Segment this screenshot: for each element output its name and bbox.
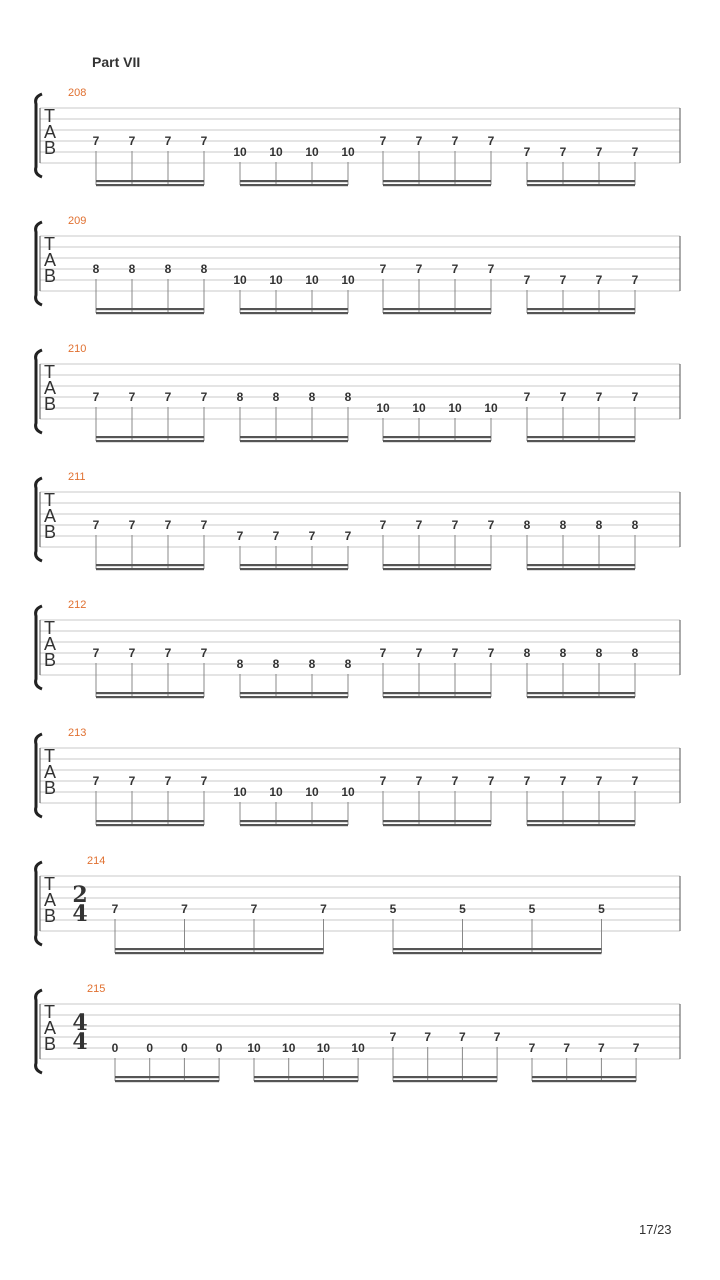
beam bbox=[383, 568, 491, 570]
system-bracket bbox=[36, 990, 42, 1073]
beam bbox=[393, 952, 602, 954]
beam bbox=[115, 1076, 219, 1078]
beam bbox=[240, 568, 348, 570]
fret-number: 7 bbox=[595, 273, 603, 287]
fret-number: 7 bbox=[389, 1030, 397, 1044]
beam bbox=[383, 820, 491, 822]
tab-clef-letter: A bbox=[44, 122, 57, 142]
fret-number: 7 bbox=[424, 1030, 432, 1044]
fret-number: 7 bbox=[459, 1030, 466, 1044]
beam bbox=[527, 312, 635, 314]
fret-number: 10 bbox=[282, 1041, 296, 1055]
fret-number: 7 bbox=[451, 262, 459, 276]
fret-number: 8 bbox=[344, 657, 352, 671]
tab-clef-letter: T bbox=[44, 234, 55, 254]
beam bbox=[527, 308, 635, 310]
fret-number: 7 bbox=[272, 529, 280, 543]
tab-clef-letter: T bbox=[44, 362, 55, 382]
system-bracket bbox=[36, 606, 42, 689]
fret-number: 10 bbox=[341, 145, 355, 159]
fret-number: 10 bbox=[448, 401, 462, 415]
fret-number: 7 bbox=[595, 145, 603, 159]
beam bbox=[96, 692, 204, 694]
fret-number: 7 bbox=[595, 390, 603, 404]
beam bbox=[96, 180, 204, 182]
beam bbox=[527, 696, 635, 698]
fret-number: 8 bbox=[272, 657, 280, 671]
fret-number: 7 bbox=[523, 774, 531, 788]
fret-number: 7 bbox=[200, 518, 208, 532]
fret-number: 7 bbox=[250, 902, 258, 916]
fret-number: 0 bbox=[181, 1041, 188, 1055]
fret-number: 7 bbox=[451, 646, 459, 660]
tab-clef-letter: A bbox=[44, 1018, 57, 1038]
fret-number: 8 bbox=[272, 390, 280, 404]
fret-number: 8 bbox=[92, 262, 100, 276]
beam bbox=[240, 564, 348, 566]
tab-clef-letter: T bbox=[44, 490, 55, 510]
beam bbox=[115, 1080, 219, 1082]
fret-number: 7 bbox=[92, 518, 100, 532]
fret-number: 10 bbox=[269, 145, 283, 159]
fret-number: 8 bbox=[631, 518, 639, 532]
fret-number: 7 bbox=[598, 1041, 605, 1055]
beam bbox=[240, 692, 348, 694]
fret-number: 10 bbox=[269, 273, 283, 287]
fret-number: 5 bbox=[528, 902, 536, 916]
fret-number: 8 bbox=[559, 646, 567, 660]
measure-number: 208 bbox=[68, 87, 87, 99]
fret-number: 10 bbox=[484, 401, 498, 415]
part-title: Part VII bbox=[92, 54, 141, 70]
beam bbox=[527, 824, 635, 826]
tab-clef-letter: T bbox=[44, 874, 55, 894]
fret-number: 7 bbox=[308, 529, 316, 543]
fret-number: 7 bbox=[487, 134, 495, 148]
fret-number: 5 bbox=[598, 902, 605, 916]
fret-number: 7 bbox=[631, 145, 639, 159]
beam bbox=[532, 1076, 636, 1078]
measure-number: 213 bbox=[68, 727, 87, 739]
page-number: 17/23 bbox=[639, 1222, 672, 1237]
fret-number: 10 bbox=[341, 273, 355, 287]
fret-number: 10 bbox=[376, 401, 390, 415]
fret-number: 7 bbox=[379, 646, 387, 660]
beam bbox=[383, 184, 491, 186]
measure-number: 209 bbox=[68, 215, 87, 227]
tab-clef-letter: B bbox=[44, 778, 57, 798]
fret-number: 8 bbox=[200, 262, 208, 276]
fret-number: 7 bbox=[164, 646, 172, 660]
fret-number: 7 bbox=[320, 902, 327, 916]
fret-number: 7 bbox=[415, 646, 423, 660]
beam bbox=[383, 180, 491, 182]
fret-number: 0 bbox=[111, 1041, 119, 1055]
beam bbox=[254, 1076, 358, 1078]
fret-number: 7 bbox=[563, 1041, 571, 1055]
beam bbox=[96, 568, 204, 570]
fret-number: 7 bbox=[344, 529, 352, 543]
fret-number: 10 bbox=[412, 401, 426, 415]
fret-number: 7 bbox=[523, 273, 531, 287]
tab-clef-letter: B bbox=[44, 266, 57, 286]
beam bbox=[393, 1076, 497, 1078]
tab-system bbox=[0, 462, 720, 590]
system-bracket bbox=[36, 478, 42, 561]
beam bbox=[383, 692, 491, 694]
beam bbox=[240, 440, 348, 442]
fret-number: 8 bbox=[236, 390, 244, 404]
fret-number: 7 bbox=[523, 145, 531, 159]
system-bracket bbox=[36, 862, 42, 945]
fret-number: 7 bbox=[181, 902, 188, 916]
fret-number: 7 bbox=[559, 145, 567, 159]
fret-number: 7 bbox=[523, 390, 531, 404]
tab-system bbox=[0, 78, 720, 206]
tab-clef-letter: B bbox=[44, 1034, 57, 1054]
fret-number: 7 bbox=[493, 1030, 501, 1044]
beam bbox=[527, 180, 635, 182]
fret-number: 10 bbox=[305, 145, 319, 159]
fret-number: 7 bbox=[415, 262, 423, 276]
tab-system bbox=[0, 846, 720, 974]
beam bbox=[96, 184, 204, 186]
fret-number: 7 bbox=[595, 774, 603, 788]
beam bbox=[96, 440, 204, 442]
tab-clef-letter: A bbox=[44, 378, 57, 398]
fret-number: 8 bbox=[308, 390, 316, 404]
fret-number: 8 bbox=[344, 390, 352, 404]
fret-number: 8 bbox=[631, 646, 639, 660]
fret-number: 7 bbox=[487, 518, 495, 532]
tab-system bbox=[0, 718, 720, 846]
fret-number: 7 bbox=[92, 390, 100, 404]
fret-number: 10 bbox=[233, 273, 247, 287]
beam bbox=[240, 312, 348, 314]
fret-number: 10 bbox=[233, 785, 247, 799]
beam bbox=[383, 436, 491, 438]
tab-clef-letter: B bbox=[44, 906, 57, 926]
fret-number: 10 bbox=[351, 1041, 365, 1055]
beam bbox=[527, 692, 635, 694]
fret-number: 7 bbox=[379, 774, 387, 788]
tab-clef-letter: T bbox=[44, 106, 55, 126]
fret-number: 7 bbox=[111, 902, 119, 916]
beam bbox=[383, 564, 491, 566]
fret-number: 10 bbox=[269, 785, 283, 799]
fret-number: 7 bbox=[128, 518, 136, 532]
fret-number: 7 bbox=[379, 518, 387, 532]
fret-number: 7 bbox=[164, 518, 172, 532]
fret-number: 7 bbox=[128, 134, 136, 148]
tab-clef-letter: A bbox=[44, 890, 57, 910]
fret-number: 7 bbox=[631, 774, 639, 788]
beam bbox=[115, 952, 324, 954]
fret-number: 8 bbox=[595, 646, 603, 660]
time-signature-bottom: 4 bbox=[72, 901, 88, 927]
time-signature-top: 4 bbox=[72, 1010, 88, 1036]
tab-clef-letter: T bbox=[44, 1002, 55, 1022]
fret-number: 7 bbox=[631, 390, 639, 404]
fret-number: 7 bbox=[236, 529, 244, 543]
fret-number: 7 bbox=[128, 774, 136, 788]
fret-number: 7 bbox=[200, 774, 208, 788]
fret-number: 7 bbox=[528, 1041, 536, 1055]
measure-number: 211 bbox=[68, 471, 86, 483]
fret-number: 7 bbox=[164, 774, 172, 788]
tab-clef-letter: B bbox=[44, 522, 57, 542]
fret-number: 8 bbox=[308, 657, 316, 671]
measure-number: 210 bbox=[68, 343, 87, 355]
tab-clef-letter: T bbox=[44, 618, 55, 638]
fret-number: 7 bbox=[379, 262, 387, 276]
fret-number: 10 bbox=[233, 145, 247, 159]
beam bbox=[240, 436, 348, 438]
fret-number: 7 bbox=[487, 646, 495, 660]
beam bbox=[527, 184, 635, 186]
beam bbox=[96, 564, 204, 566]
beam bbox=[96, 308, 204, 310]
beam bbox=[240, 696, 348, 698]
fret-number: 8 bbox=[523, 646, 531, 660]
fret-number: 0 bbox=[146, 1041, 154, 1055]
tab-clef-letter: T bbox=[44, 746, 55, 766]
beam bbox=[240, 180, 348, 182]
beam bbox=[527, 440, 635, 442]
tab-system bbox=[0, 974, 720, 1102]
fret-number: 7 bbox=[631, 273, 639, 287]
beam bbox=[527, 564, 635, 566]
tab-clef-letter: A bbox=[44, 762, 57, 782]
fret-number: 7 bbox=[415, 134, 423, 148]
tab-clef-letter: B bbox=[44, 650, 57, 670]
tab-clef-letter: A bbox=[44, 634, 57, 654]
fret-number: 7 bbox=[487, 262, 495, 276]
fret-number: 7 bbox=[487, 774, 495, 788]
fret-number: 8 bbox=[236, 657, 244, 671]
fret-number: 7 bbox=[559, 774, 567, 788]
tab-system bbox=[0, 206, 720, 334]
fret-number: 7 bbox=[559, 390, 567, 404]
beam bbox=[383, 308, 491, 310]
fret-number: 10 bbox=[247, 1041, 261, 1055]
beam bbox=[527, 820, 635, 822]
fret-number: 7 bbox=[379, 134, 387, 148]
beam bbox=[527, 436, 635, 438]
fret-number: 5 bbox=[389, 902, 397, 916]
beam bbox=[96, 696, 204, 698]
beam bbox=[96, 824, 204, 826]
tab-clef-letter: B bbox=[44, 394, 57, 414]
system-bracket bbox=[36, 734, 42, 817]
fret-number: 7 bbox=[92, 134, 100, 148]
beam bbox=[240, 824, 348, 826]
fret-number: 10 bbox=[316, 1041, 331, 1055]
fret-number: 7 bbox=[451, 774, 459, 788]
beam bbox=[383, 696, 491, 698]
fret-number: 7 bbox=[128, 646, 136, 660]
fret-number: 5 bbox=[459, 902, 466, 916]
system-bracket bbox=[36, 350, 42, 433]
time-signature-top: 2 bbox=[72, 882, 88, 908]
tab-system bbox=[0, 334, 720, 462]
beam bbox=[96, 436, 204, 438]
system-bracket bbox=[36, 222, 42, 305]
fret-number: 8 bbox=[559, 518, 567, 532]
fret-number: 7 bbox=[559, 273, 567, 287]
fret-number: 0 bbox=[215, 1041, 223, 1055]
fret-number: 7 bbox=[200, 646, 208, 660]
beam bbox=[527, 568, 635, 570]
fret-number: 8 bbox=[523, 518, 531, 532]
fret-number: 7 bbox=[451, 518, 459, 532]
beam bbox=[240, 184, 348, 186]
measure-number: 215 bbox=[87, 983, 106, 995]
fret-number: 7 bbox=[164, 134, 172, 148]
beam bbox=[96, 820, 204, 822]
fret-number: 7 bbox=[128, 390, 136, 404]
fret-number: 8 bbox=[595, 518, 603, 532]
system-bracket bbox=[36, 94, 42, 177]
fret-number: 10 bbox=[341, 785, 355, 799]
beam bbox=[383, 312, 491, 314]
tab-clef-letter: A bbox=[44, 506, 57, 526]
fret-number: 7 bbox=[164, 390, 172, 404]
fret-number: 7 bbox=[632, 1041, 640, 1055]
fret-number: 10 bbox=[305, 785, 319, 799]
fret-number: 8 bbox=[128, 262, 136, 276]
beam bbox=[532, 1080, 636, 1082]
beam bbox=[254, 1080, 358, 1082]
measure-number: 214 bbox=[87, 855, 106, 867]
tab-clef-letter: A bbox=[44, 250, 57, 270]
beam bbox=[240, 308, 348, 310]
beam bbox=[115, 948, 324, 950]
fret-number: 7 bbox=[92, 646, 100, 660]
measure-number: 212 bbox=[68, 599, 87, 611]
beam bbox=[383, 440, 491, 442]
beam bbox=[240, 820, 348, 822]
tab-system bbox=[0, 590, 720, 718]
fret-number: 10 bbox=[305, 273, 319, 287]
fret-number: 8 bbox=[164, 262, 172, 276]
fret-number: 7 bbox=[451, 134, 459, 148]
beam bbox=[393, 1080, 497, 1082]
fret-number: 7 bbox=[200, 390, 208, 404]
beam bbox=[393, 948, 602, 950]
time-signature-bottom: 4 bbox=[72, 1029, 88, 1055]
fret-number: 7 bbox=[92, 774, 100, 788]
fret-number: 7 bbox=[415, 518, 423, 532]
fret-number: 7 bbox=[200, 134, 208, 148]
fret-number: 7 bbox=[415, 774, 423, 788]
beam bbox=[383, 824, 491, 826]
tab-clef-letter: B bbox=[44, 138, 57, 158]
beam bbox=[96, 312, 204, 314]
